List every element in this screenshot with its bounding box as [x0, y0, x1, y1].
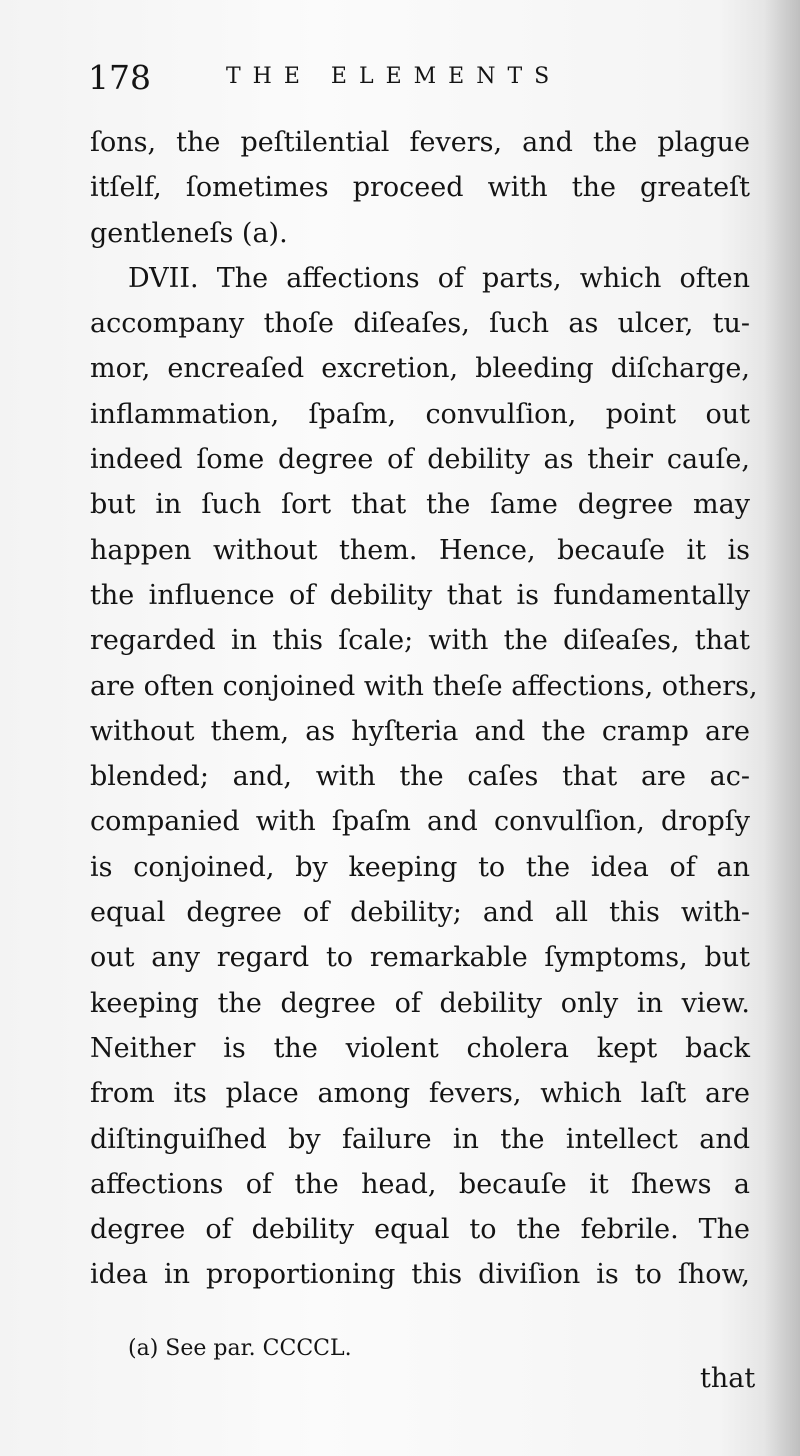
text-line: indeed ſome degree of debility as their cauſe,: [90, 444, 750, 476]
text-line: DVII. The affections of parts, which often: [128, 262, 750, 294]
text-line: but in ſuch ſort that the ſame degree may: [90, 489, 750, 521]
body-text: [90, 120, 758, 1298]
text-line: mor, encreaſed excretion, bleeding diſcharge,: [90, 353, 750, 385]
text-line: regarded in this ſcale; with the diſeaſes, that: [90, 625, 750, 657]
text-line: the influence of debility that is fundamentally: [90, 579, 750, 611]
text-line: degree of debility equal to the febrile. The: [90, 1214, 750, 1246]
page-gutter-shadow: [764, 0, 800, 1456]
text-line: is conjoined, by keeping to the idea of an: [90, 851, 750, 883]
text-line: affections of the head, becauſe it ſhews a: [90, 1168, 750, 1200]
text-line: accompany thoſe diſeaſes, ſuch as ulcer, tu-: [90, 308, 750, 340]
text-line: inflammation, ſpaſm, convulſion, point out: [90, 398, 750, 430]
footnote: (a) See par. CCCCL.: [128, 1336, 352, 1361]
text-line: itſelf, ſometimes proceed with the greateſt: [90, 172, 750, 204]
text-line: happen without them. Hence, becauſe it is: [90, 534, 750, 566]
text-line: ſons, the peſtilential fevers, and the plague: [90, 127, 750, 158]
text-line: idea in proportioning this diviſion is to ſhow,: [90, 1259, 750, 1291]
text-line: diſtinguiſhed by failure in the intellect and: [90, 1123, 750, 1155]
text-line: without them, as hyſteria and the cramp are: [90, 715, 750, 747]
running-head: THE ELEMENTS: [226, 64, 562, 89]
text-line: from its place among fevers, which laſt are: [90, 1078, 750, 1110]
text-line: are often conjoined with theſe affections, others,: [90, 670, 758, 702]
text-line: equal degree of debility; and all this with-: [90, 897, 750, 929]
text-line: companied with ſpaſm and convulſion, dropſy: [90, 806, 750, 838]
text-line: out any regard to remarkable ſymptoms, but: [90, 942, 750, 974]
text-line: blended; and, with the caſes that are ac-: [90, 761, 750, 793]
text-line: keeping the degree of debility only in view.: [90, 987, 750, 1019]
text-line: gentleneſs (a).: [90, 217, 288, 249]
page-number: 178: [88, 58, 151, 97]
text-line: Neither is the violent cholera kept back: [90, 1032, 750, 1064]
catchword: that: [700, 1363, 756, 1394]
page-header: [88, 58, 728, 102]
